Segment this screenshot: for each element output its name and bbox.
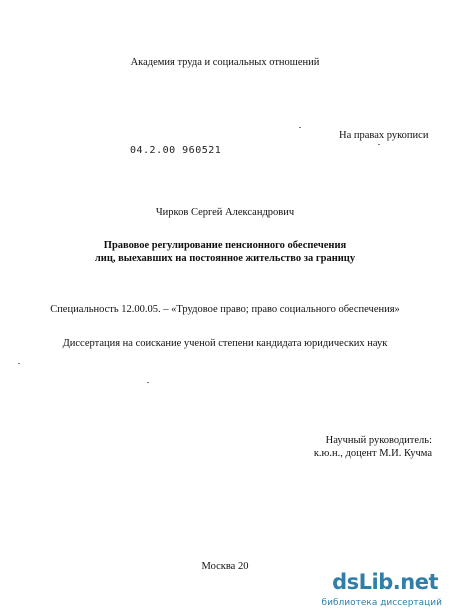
scan-speck (18, 363, 20, 364)
institution-name: Академия труда и социальных отношений (130, 57, 320, 68)
watermark (321, 568, 450, 616)
advisor-name: к.ю.н., доцент М.И. Кучма (313, 448, 432, 459)
advisor-label: Научный руководитель: (325, 435, 432, 446)
specialty-line: Специальность 12.00.05. – «Трудовое право; право социального обеспечения» (50, 304, 400, 315)
scan-speck (378, 144, 380, 145)
scan-speck (299, 127, 301, 128)
watermark-logo: dsLib.net (332, 570, 438, 594)
degree-line: Диссертация на соискание ученой степени кандидата юридических наук (62, 338, 388, 349)
archive-stamp: 04.2.00 960521 (130, 145, 222, 156)
city-year: Москва 20 (201, 561, 249, 572)
dissertation-title-line-1: Правовое регулирование пенсионного обеспечения (103, 240, 347, 251)
rights-note: На правах рукописи (339, 130, 429, 141)
author-name: Чирков Сергей Александрович (155, 207, 295, 218)
dissertation-title-line-2: лиц, выехавших на постоянное жительство за границу (94, 253, 356, 264)
advisor-block (295, 434, 432, 460)
watermark-subtitle: библиотека диссертаций (321, 598, 442, 608)
scan-speck (147, 382, 149, 383)
